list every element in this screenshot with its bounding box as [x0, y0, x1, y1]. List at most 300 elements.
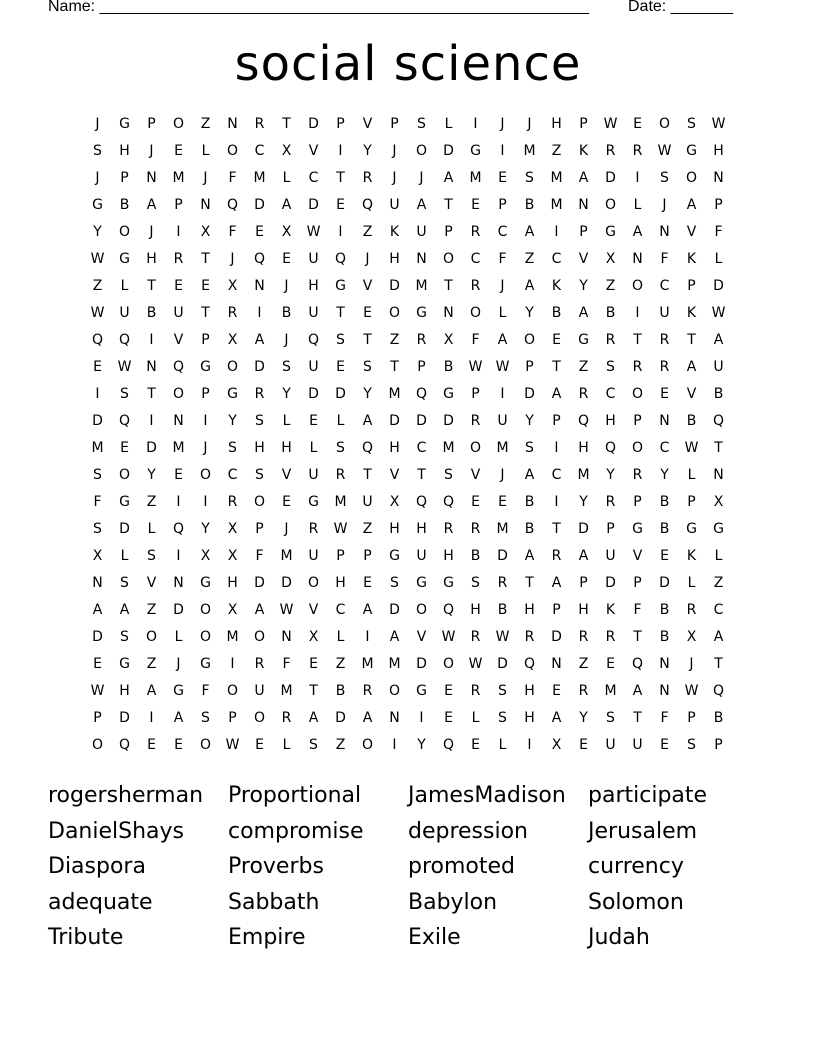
- grid-letter: Y: [228, 413, 237, 429]
- word-bank: [48, 778, 768, 956]
- grid-letter: V: [389, 467, 400, 483]
- grid-letter: A: [254, 332, 265, 348]
- grid-letter: X: [605, 251, 616, 267]
- grid-letter: Y: [660, 467, 669, 483]
- grid-letter: J: [176, 656, 181, 672]
- grid-letter: R: [605, 494, 616, 510]
- grid-letter: X: [281, 224, 292, 240]
- grid-letter: P: [120, 170, 129, 186]
- grid-letter: U: [632, 737, 643, 753]
- grid-letter: Q: [415, 386, 428, 402]
- grid-letter: S: [444, 467, 453, 483]
- grid-letter: Q: [307, 332, 320, 348]
- grid-letter: P: [201, 332, 210, 348]
- grid-letter: D: [497, 548, 508, 564]
- grid-letter: O: [226, 359, 239, 375]
- grid-letter: O: [199, 737, 212, 753]
- grid-letter: E: [579, 737, 588, 753]
- grid-letter: O: [199, 602, 212, 618]
- grid-letter: T: [552, 521, 561, 537]
- grid-letter: H: [524, 710, 535, 726]
- grid-letter: G: [173, 683, 184, 699]
- grid-letter: W: [684, 440, 699, 456]
- grid-row: [84, 624, 732, 651]
- grid-letter: G: [686, 143, 697, 159]
- grid-letter: Z: [713, 575, 724, 591]
- grid-letter: P: [714, 197, 723, 213]
- grid-letter: L: [714, 548, 723, 564]
- grid-letter: K: [686, 305, 697, 321]
- grid-letter: I: [554, 224, 559, 240]
- grid-letter: S: [498, 683, 507, 699]
- grid-letter: C: [416, 440, 427, 456]
- grid-letter: C: [470, 251, 481, 267]
- grid-letter: S: [336, 440, 345, 456]
- grid-letter: S: [687, 116, 696, 132]
- grid-letter: Z: [200, 116, 211, 132]
- grid-letter: N: [578, 197, 589, 213]
- grid-letter: P: [417, 359, 426, 375]
- grid-letter: H: [281, 440, 292, 456]
- grid-letter: I: [176, 494, 181, 510]
- grid-letter: H: [605, 413, 616, 429]
- grid-letter: A: [578, 170, 589, 186]
- grid-letter: V: [416, 629, 427, 645]
- grid-letter: G: [119, 116, 130, 132]
- grid-row: [84, 246, 732, 273]
- grid-letter: M: [550, 197, 563, 213]
- grid-letter: M: [496, 440, 509, 456]
- grid-letter: A: [416, 197, 427, 213]
- grid-row: [84, 273, 732, 300]
- word-bank-item: depression: [408, 818, 529, 844]
- grid-letter: B: [281, 305, 292, 321]
- grid-letter: M: [280, 548, 293, 564]
- grid-letter: Y: [282, 386, 291, 402]
- grid-letter: R: [254, 386, 265, 402]
- word-bank-item: Judah: [588, 925, 650, 950]
- grid-letter: O: [658, 116, 671, 132]
- grid-letter: D: [443, 413, 454, 429]
- grid-letter: X: [686, 629, 697, 645]
- grid-letter: G: [713, 521, 724, 537]
- grid-letter: N: [416, 251, 427, 267]
- grid-letter: D: [416, 656, 427, 672]
- grid-letter: X: [713, 494, 724, 510]
- grid-letter: O: [631, 278, 644, 294]
- grid-letter: G: [416, 575, 427, 591]
- grid-letter: N: [146, 170, 157, 186]
- grid-letter: O: [199, 467, 212, 483]
- grid-letter: L: [471, 710, 480, 726]
- grid-letter: W: [90, 305, 105, 321]
- grid-letter: U: [389, 197, 400, 213]
- grid-letter: S: [390, 575, 399, 591]
- grid-letter: B: [524, 521, 535, 537]
- grid-letter: O: [91, 737, 104, 753]
- grid-letter: W: [117, 359, 132, 375]
- grid-letter: Z: [578, 656, 589, 672]
- grid-letter: H: [578, 602, 589, 618]
- grid-letter: T: [714, 656, 723, 672]
- grid-row: [84, 165, 732, 192]
- grid-letter: A: [146, 197, 157, 213]
- grid-letter: Q: [118, 737, 131, 753]
- grid-letter: S: [120, 575, 129, 591]
- grid-letter: S: [93, 467, 102, 483]
- grid-letter: V: [686, 224, 697, 240]
- grid-letter: Q: [361, 197, 374, 213]
- word-bank-item: Exile: [408, 925, 461, 950]
- grid-letter: E: [444, 683, 453, 699]
- grid-letter: Z: [92, 278, 103, 294]
- grid-letter: S: [471, 575, 480, 591]
- grid-letter: J: [284, 332, 289, 348]
- grid-letter: T: [633, 710, 642, 726]
- grid-letter: O: [172, 116, 185, 132]
- grid-letter: R: [281, 710, 292, 726]
- grid-letter: Q: [442, 737, 455, 753]
- grid-letter: S: [309, 737, 318, 753]
- grid-letter: D: [308, 386, 319, 402]
- grid-letter: B: [335, 683, 346, 699]
- grid-row: [84, 570, 732, 597]
- grid-letter: F: [498, 251, 507, 267]
- grid-letter: P: [552, 413, 561, 429]
- grid-letter: J: [230, 251, 235, 267]
- grid-letter: O: [226, 683, 239, 699]
- grid-letter: T: [687, 332, 696, 348]
- grid-letter: K: [389, 224, 400, 240]
- grid-letter: F: [714, 224, 723, 240]
- grid-letter: H: [254, 440, 265, 456]
- grid-letter: N: [173, 413, 184, 429]
- grid-letter: O: [253, 494, 266, 510]
- word-bank-item: rogersherman: [48, 783, 204, 808]
- grid-letter: N: [227, 116, 238, 132]
- grid-letter: V: [686, 386, 697, 402]
- grid-letter: W: [495, 359, 510, 375]
- grid-letter: F: [660, 251, 669, 267]
- grid-letter: X: [443, 332, 454, 348]
- grid-letter: V: [470, 467, 481, 483]
- grid-letter: V: [362, 116, 373, 132]
- grid-letter: G: [92, 197, 103, 213]
- grid-letter: J: [365, 251, 370, 267]
- grid-letter: X: [551, 737, 562, 753]
- grid-letter: E: [363, 305, 372, 321]
- grid-letter: P: [579, 575, 588, 591]
- grid-letter: R: [362, 170, 373, 186]
- grid-letter: Q: [118, 413, 131, 429]
- grid-letter: A: [362, 602, 373, 618]
- grid-letter: J: [500, 278, 505, 294]
- grid-letter: D: [254, 359, 265, 375]
- word-bank-item: Jerusalem: [588, 818, 698, 844]
- word-bank-item: JamesMadison: [408, 783, 566, 808]
- grid-letter: R: [659, 332, 670, 348]
- grid-row: [84, 705, 732, 732]
- grid-letter: F: [93, 494, 102, 510]
- word-bank-item: Proportional: [228, 783, 362, 808]
- grid-letter: E: [498, 170, 507, 186]
- grid-letter: V: [308, 143, 319, 159]
- grid-letter: Z: [146, 602, 157, 618]
- grid-letter: P: [606, 521, 615, 537]
- grid-letter: N: [632, 251, 643, 267]
- grid-letter: T: [363, 467, 372, 483]
- grid-letter: Y: [93, 224, 102, 240]
- grid-letter: T: [417, 467, 426, 483]
- grid-letter: A: [713, 629, 724, 645]
- grid-letter: D: [173, 602, 184, 618]
- grid-letter: R: [416, 332, 427, 348]
- grid-letter: Q: [91, 332, 104, 348]
- grid-letter: A: [92, 602, 103, 618]
- grid-letter: L: [336, 413, 345, 429]
- grid-letter: U: [308, 467, 319, 483]
- grid-letter: B: [146, 305, 157, 321]
- grid-row: [84, 300, 732, 327]
- grid-letter: O: [226, 143, 239, 159]
- grid-letter: V: [308, 602, 319, 618]
- grid-letter: G: [335, 278, 346, 294]
- grid-letter: B: [470, 548, 481, 564]
- grid-letter: R: [443, 521, 454, 537]
- grid-letter: Q: [442, 494, 455, 510]
- word-bank-item: Babylon: [408, 889, 498, 915]
- grid-letter: Z: [605, 278, 616, 294]
- grid-letter: M: [226, 629, 239, 645]
- grid-letter: W: [657, 143, 672, 159]
- grid-letter: Z: [146, 494, 157, 510]
- grid-letter: G: [389, 548, 400, 564]
- grid-letter: P: [147, 116, 156, 132]
- grid-letter: X: [92, 548, 103, 564]
- grid-letter: E: [660, 386, 669, 402]
- grid-letter: K: [686, 548, 697, 564]
- grid-letter: U: [497, 413, 508, 429]
- grid-letter: B: [659, 494, 670, 510]
- grid-letter: U: [308, 305, 319, 321]
- grid-letter: Z: [362, 224, 373, 240]
- grid-letter: M: [523, 143, 536, 159]
- grid-letter: Y: [417, 737, 426, 753]
- grid-letter: Z: [335, 656, 346, 672]
- grid-letter: T: [363, 332, 372, 348]
- grid-letter: U: [713, 359, 724, 375]
- grid-letter: W: [711, 116, 726, 132]
- grid-letter: D: [551, 629, 562, 645]
- grid-letter: D: [443, 143, 454, 159]
- grid-letter: E: [471, 197, 480, 213]
- grid-letter: D: [713, 278, 724, 294]
- grid-letter: D: [254, 197, 265, 213]
- grid-letter: X: [227, 602, 238, 618]
- grid-letter: M: [361, 656, 374, 672]
- grid-letter: N: [713, 467, 724, 483]
- name-field-line: Name: _______________________________________________________: [48, 0, 589, 15]
- grid-letter: D: [524, 386, 535, 402]
- grid-letter: B: [659, 629, 670, 645]
- grid-letter: L: [120, 548, 129, 564]
- grid-letter: L: [174, 629, 183, 645]
- grid-letter: R: [173, 251, 184, 267]
- grid-letter: U: [308, 251, 319, 267]
- grid-letter: W: [306, 224, 321, 240]
- grid-letter: J: [527, 116, 532, 132]
- grid-letter: K: [686, 251, 697, 267]
- grid-letter: Q: [334, 251, 347, 267]
- grid-letter: H: [119, 683, 130, 699]
- grid-letter: I: [635, 170, 640, 186]
- grid-letter: A: [713, 332, 724, 348]
- grid-letter: G: [119, 656, 130, 672]
- grid-letter: T: [147, 278, 156, 294]
- grid-letter: D: [578, 521, 589, 537]
- grid-letter: K: [578, 143, 589, 159]
- grid-letter: L: [444, 116, 453, 132]
- grid-letter: C: [551, 251, 562, 267]
- grid-letter: E: [282, 494, 291, 510]
- grid-letter: M: [550, 170, 563, 186]
- grid-letter: A: [686, 197, 697, 213]
- word-bank-item: Diaspora: [48, 854, 146, 879]
- grid-letter: U: [362, 494, 373, 510]
- grid-letter: S: [525, 170, 534, 186]
- grid-letter: W: [684, 683, 699, 699]
- grid-letter: E: [552, 683, 561, 699]
- grid-letter: H: [308, 278, 319, 294]
- grid-letter: O: [253, 629, 266, 645]
- grid-letter: I: [176, 224, 181, 240]
- grid-letter: D: [335, 710, 346, 726]
- grid-letter: E: [471, 737, 480, 753]
- grid-letter: L: [120, 278, 129, 294]
- grid-letter: J: [203, 440, 208, 456]
- grid-letter: J: [149, 143, 154, 159]
- grid-letter: Y: [147, 467, 156, 483]
- grid-letter: O: [442, 251, 455, 267]
- grid-letter: C: [335, 602, 346, 618]
- grid-letter: R: [605, 629, 616, 645]
- grid-letter: H: [389, 521, 400, 537]
- grid-letter: B: [119, 197, 130, 213]
- grid-letter: E: [660, 737, 669, 753]
- grid-letter: D: [119, 521, 130, 537]
- word-bank-item: Sabbath: [228, 889, 320, 915]
- grid-letter: M: [334, 494, 347, 510]
- grid-letter: O: [415, 143, 428, 159]
- grid-letter: H: [389, 251, 400, 267]
- grid-letter: R: [578, 629, 589, 645]
- grid-letter: R: [470, 413, 481, 429]
- grid-letter: H: [524, 683, 535, 699]
- grid-letter: L: [633, 197, 642, 213]
- grid-row: [84, 192, 732, 219]
- grid-letter: H: [443, 548, 454, 564]
- grid-letter: E: [444, 710, 453, 726]
- grid-letter: B: [605, 305, 616, 321]
- grid-letter: C: [308, 170, 319, 186]
- grid-letter: D: [659, 575, 670, 591]
- grid-letter: Q: [226, 197, 239, 213]
- grid-letter: A: [497, 332, 508, 348]
- grid-letter: R: [470, 521, 481, 537]
- grid-letter: X: [308, 629, 319, 645]
- grid-letter: P: [471, 386, 480, 402]
- grid-row: [84, 462, 732, 489]
- grid-letter: S: [660, 170, 669, 186]
- grid-letter: D: [308, 116, 319, 132]
- grid-letter: R: [470, 629, 481, 645]
- grid-letter: E: [93, 359, 102, 375]
- grid-letter: I: [419, 710, 424, 726]
- grid-letter: D: [308, 197, 319, 213]
- grid-letter: A: [686, 359, 697, 375]
- grid-letter: U: [605, 737, 616, 753]
- grid-letter: G: [119, 494, 130, 510]
- grid-letter: H: [713, 143, 724, 159]
- grid-letter: O: [307, 575, 320, 591]
- grid-letter: N: [281, 629, 292, 645]
- grid-letter: X: [227, 521, 238, 537]
- grid-letter: R: [659, 359, 670, 375]
- grid-letter: Q: [415, 494, 428, 510]
- grid-letter: O: [145, 629, 158, 645]
- grid-letter: Q: [712, 683, 725, 699]
- grid-letter: D: [497, 656, 508, 672]
- grid-letter: S: [120, 386, 129, 402]
- grid-letter: P: [390, 116, 399, 132]
- word-bank-item: participate: [588, 783, 708, 808]
- grid-letter: U: [308, 548, 319, 564]
- grid-letter: I: [500, 143, 505, 159]
- grid-letter: J: [95, 170, 100, 186]
- grid-letter: R: [524, 629, 535, 645]
- grid-letter: S: [525, 440, 534, 456]
- grid-letter: S: [255, 467, 264, 483]
- grid-letter: N: [659, 656, 670, 672]
- grid-letter: V: [632, 548, 643, 564]
- grid-letter: C: [497, 224, 508, 240]
- grid-letter: E: [174, 467, 183, 483]
- grid-letter: P: [93, 710, 102, 726]
- grid-letter: I: [338, 143, 343, 159]
- grid-letter: E: [174, 737, 183, 753]
- grid-letter: E: [552, 332, 561, 348]
- grid-letter: I: [554, 494, 559, 510]
- grid-row: [84, 138, 732, 165]
- grid-letter: C: [659, 440, 670, 456]
- grid-letter: A: [578, 548, 589, 564]
- grid-letter: I: [176, 548, 181, 564]
- grid-letter: L: [687, 575, 696, 591]
- grid-letter: C: [713, 602, 724, 618]
- grid-letter: A: [443, 170, 454, 186]
- grid-letter: H: [119, 143, 130, 159]
- grid-letter: T: [525, 575, 534, 591]
- grid-letter: I: [230, 656, 235, 672]
- grid-letter: H: [146, 251, 157, 267]
- grid-letter: P: [201, 386, 210, 402]
- grid-letter: W: [333, 521, 348, 537]
- grid-letter: G: [605, 224, 616, 240]
- grid-letter: A: [551, 386, 562, 402]
- grid-letter: F: [201, 683, 210, 699]
- grid-letter: E: [309, 656, 318, 672]
- grid-letter: M: [496, 521, 509, 537]
